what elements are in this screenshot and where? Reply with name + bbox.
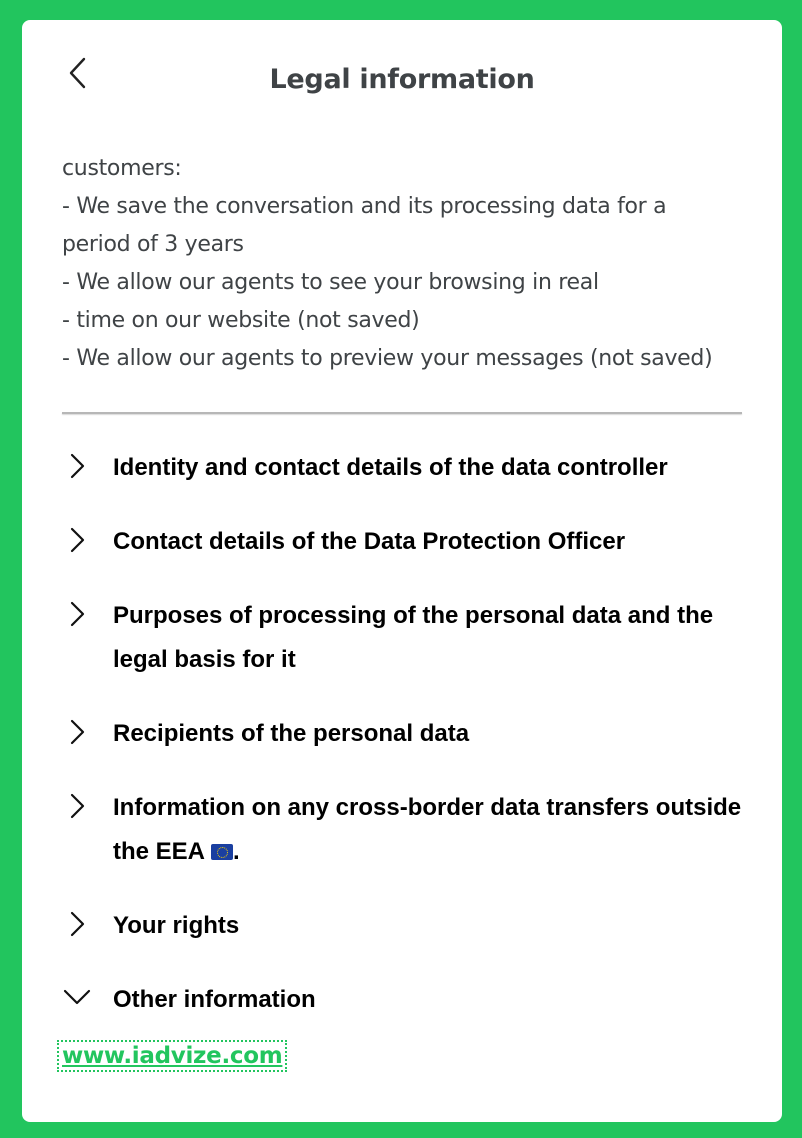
iadvize-link[interactable]: www.iadvize.com — [62, 1043, 283, 1069]
body-line: customers: — [62, 156, 182, 181]
section-label-suffix: . — [233, 838, 240, 865]
chevron-down-icon — [62, 986, 92, 1010]
sections-list — [62, 446, 762, 1052]
section-label: Identity and contact details of the data controller — [113, 454, 668, 481]
chevron-right-icon — [67, 526, 87, 554]
section-label — [113, 786, 762, 874]
body-text — [62, 150, 762, 378]
section-label: Your rights — [113, 912, 240, 939]
section-label-text: Information on any cross-border data transfers outside the EEA — [113, 794, 742, 865]
eu-flag-icon — [211, 844, 233, 860]
divider — [62, 412, 742, 414]
section-label: Purposes of processing of the personal data and the legal basis for it — [113, 602, 714, 673]
chevron-right-icon — [67, 718, 87, 746]
chevron-right-icon — [67, 600, 87, 628]
body-line: - We save the conversation and its processing data for a — [62, 194, 667, 219]
legal-panel — [22, 20, 782, 1122]
body-line: - We allow our agents to preview your messages (not saved) — [62, 346, 713, 371]
section-other-information[interactable] — [62, 978, 762, 1022]
chevron-right-icon — [67, 910, 87, 938]
section-purposes[interactable] — [62, 594, 762, 682]
section-identity-controller[interactable] — [62, 446, 762, 490]
section-label: Other information — [113, 986, 316, 1013]
section-recipients[interactable] — [62, 712, 762, 756]
section-cross-border[interactable] — [62, 786, 762, 874]
body-line: period of 3 years — [62, 232, 244, 257]
body-line: - time on our website (not saved) — [62, 308, 420, 333]
chevron-right-icon — [67, 452, 87, 480]
chevron-right-icon — [67, 792, 87, 820]
page-title: Legal information — [269, 64, 535, 95]
section-label: Recipients of the personal data — [113, 720, 470, 747]
body-line: - We allow our agents to see your browsing in real — [62, 270, 599, 295]
section-your-rights[interactable] — [62, 904, 762, 948]
section-label: Contact details of the Data Protection Officer — [113, 528, 626, 555]
section-dpo-contact[interactable] — [62, 520, 762, 564]
